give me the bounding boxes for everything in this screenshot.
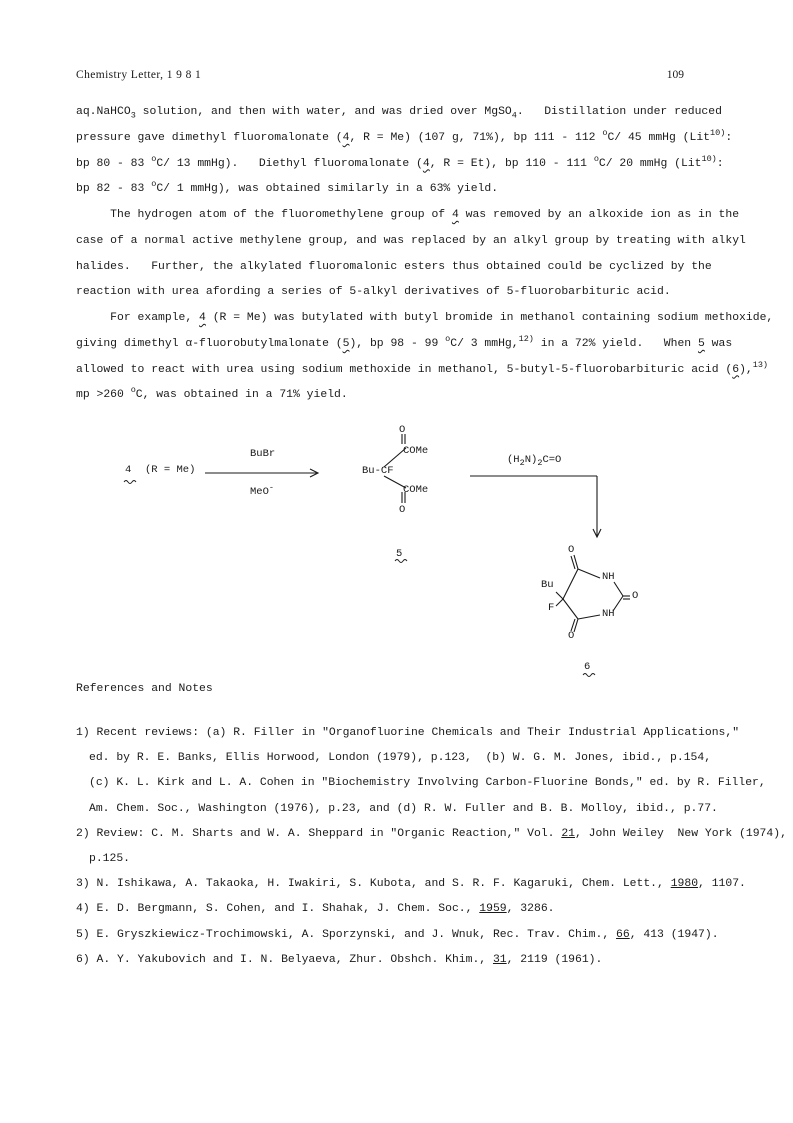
reference-item: 1) Recent reviews: (a) R. Filler in "Organofluorine Chemicals and Their Industrial Applications," [76,727,740,739]
page-header [76,69,684,85]
page-number: 109 [666,69,684,81]
reference-item: 4) E. D. Bergmann, S. Cohen, and I. Shahak, J. Chem. Soc., 1959, 3286. [76,903,555,916]
reference-continuation: Am. Chem. Soc., Washington (1976), p.23, and (d) R. W. Fuller and B. B. Molloy, ibid., p.77. [89,802,718,815]
journal-name: Chemistry Letter, 1 9 8 1 [76,69,202,81]
citation: 10) [701,153,717,164]
paragraph-1: aq.NaHCO$_3$ solution, and then with water, and was dried over MgSO$_4$. Distillation under reduced pressure gave dimethyl fluoromalonate (4, R = Me) (107 g, 71%), bp 111 - 112 $^o$C/ 45 mmHg (Lit$^{10)}$: bp 80 - 83 $^o$C/ 13 mmHg). Diethyl fluoromalonate (4, R = Et), bp 110 - 111 $^o$C/ 20 mmHg (Lit$^{10)}$: bp 82 - 83 $^o$C/ 1 mmHg), was obtained similarly in a 63% yield. [76,106,733,196]
reference-continuation: (c) K. L. Kirk and L. A. Cohen in "Biochemistry Involving Carbon-Fluorine Bonds," ed. by R. Filler, [89,777,766,790]
compound-ref: 6 [732,363,740,376]
ring-bond [563,569,578,599]
product-oxygen-bottom: O [568,630,575,642]
middle-bu-cf: Bu-CF [362,465,394,477]
references-heading: References and Notes [76,683,213,695]
reference-list [76,721,787,973]
compound-ref: 5 [697,337,705,350]
paragraph-3: For example, 4 (R = Me) was butylated with butyl bromide in methanol containing sodium methoxide, giving dimethyl α-fluorobutylmalonate (5), bp 98 - 99 $^o$C/ 3 mmHg,$^{12)}$ in a 72% yield. When 5 was allowed to react with urea using sodium methoxide in methanol, 5-butyl-5-fluorobarbituric acid (6),$^{13)}$ mp >260 $^o$C, was obtained in a 71% yield. [76,306,716,409]
citation: 10) [710,128,726,138]
reference-item: 2) Review: C. M. Sharts and W. A. Sheppard in "Organic Reaction," Vol. 21, John Weiley New York (1974), [76,827,787,840]
compound-ref: 5 [342,337,350,350]
citation: 13) [752,359,769,370]
compound-ref: 4 [422,157,430,170]
compound-ref: 4 [451,209,459,221]
urea-reagent: $(H_2N)_2C=O$ [507,454,562,469]
scheme-lines [0,420,793,700]
compound-ref: 4 [199,312,206,324]
reaction-scheme [0,420,793,700]
compound-ref: 4 [342,131,350,144]
middle-oxygen-top: O [399,424,406,436]
middle-oxygen-bottom: O [399,504,406,516]
reference-continuation: ed. by R. E. Banks, Ellis Horwood, London (1979), p.123, (b) W. G. M. Jones, ibid., p.154, [89,752,712,765]
product-f: F [548,602,555,614]
reagent-top: BuBr [250,448,276,460]
product-oxygen-top: O [568,544,575,556]
middle-compound-label: 5 [396,548,403,560]
start-compound-label: 4 [125,464,132,476]
middle-ester-top: COMe [403,445,429,457]
citation: 12) [518,334,534,344]
reference-item: 6) A. Y. Yakubovich and I. N. Belyaeva, Zhur. Obshch. Khim., 31, 2119 (1961). [76,953,603,966]
reference-item: 3) N. Ishikawa, A. Takaoka, H. Iwakiri, S. Kubota, and S. R. F. Kagaruki, Chem. Lett., 1980, 1107. [76,878,746,891]
paragraph-2: The hydrogen atom of the fluoromethylene group of 4 was removed by an alkoxide ion as in the case of a normal active methylene group, and was replaced by an alkyl group by treating with alkyl halides. Further, the alkylated fluoromalonic esters thus obtained could be cyclized by the reaction with urea afording a series of 5-alkyl derivatives of 5-fluorobarbituric acid. [76,203,716,306]
reagent-bottom: MeO- [250,482,275,498]
product-nh-bottom: NH [602,608,615,620]
reference-continuation: p.125. [89,853,131,866]
product-nh-top: NH [602,571,615,583]
product-compound-label: 6 [584,661,591,673]
reference-item: 5) E. Gryszkiewicz-Trochimowski, A. Sporzynski, and J. Wnuk, Rec. Trav. Chim., 66, 413 (1947). [76,928,719,941]
product-bu: Bu [541,579,554,591]
start-condition: (R = Me) [145,464,196,476]
product-oxygen-right: O [632,590,639,602]
middle-ester-bottom: COMe [403,484,429,496]
